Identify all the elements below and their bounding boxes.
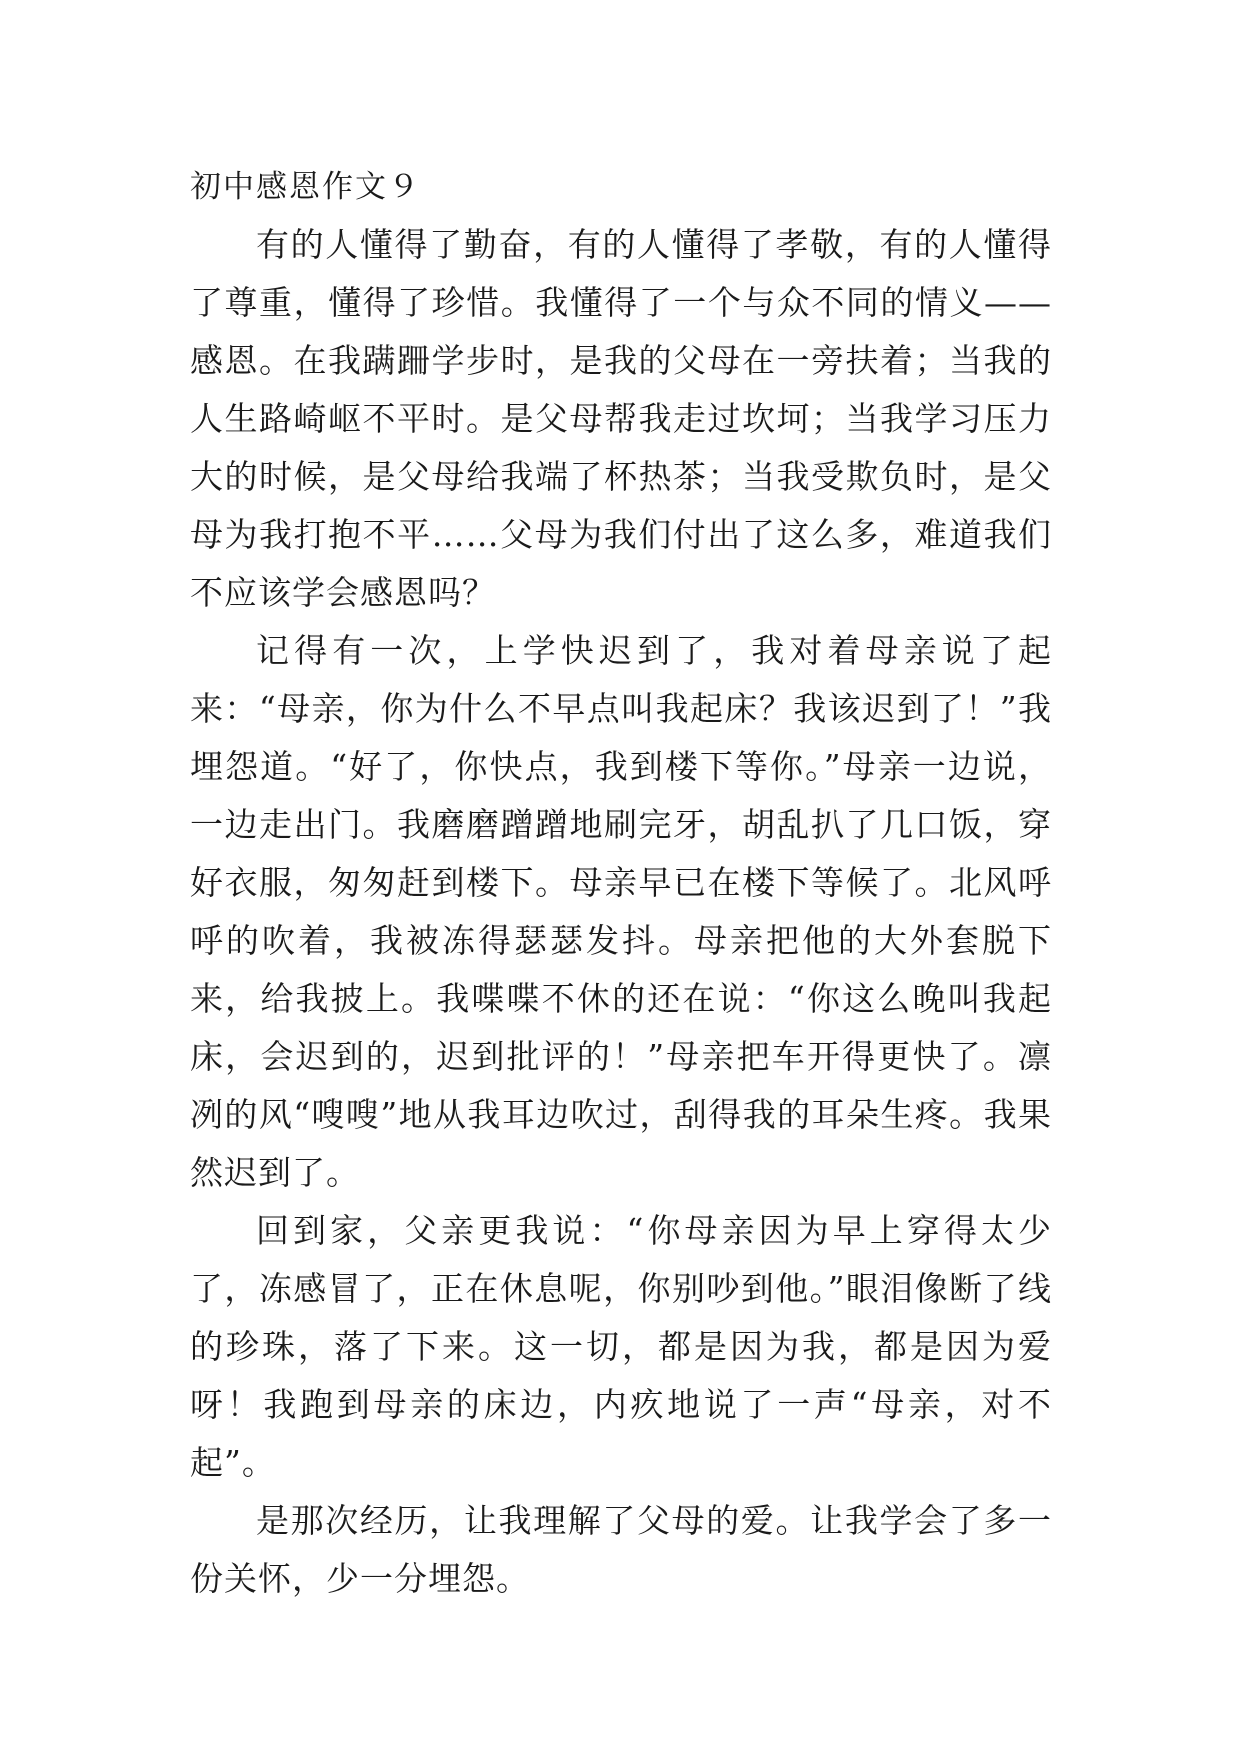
paragraph-1: 有的人懂得了勤奋，有的人懂得了孝敬，有的人懂得了尊重，懂得了珍惜。我懂得了一个与众不同的情义——感恩。在我蹒跚学步时，是我的父母在一旁扶着；当我的人生路崎岖不平时。是父母帮我走过坎坷；当我学习压力大的时候，是父母给我端了杯热茶；当我受欺负时，是父母为我打抱不平……父母为我们付出了这么多，难道我们不应该学会感恩吗？ [190,225,1052,612]
document-title: 初中感恩作文９ [190,169,421,205]
paragraph-3: 回到家，父亲更我说：“你母亲因为早上穿得太少了，冻感冒了，正在休息呢，你别吵到他。”眼泪像断了线的珍珠，落了下来。这一切，都是因为我，都是因为爱呀！我跑到母亲的床边，内疚地说了一声“母亲，对不起”。 [190,1211,1052,1482]
paragraph-4: 是那次经历，让我理解了父母的爱。让我学会了多一份关怀，少一分埋怨。 [190,1501,1052,1598]
document-body [190,158,1052,1608]
paragraph-2: 记得有一次，上学快迟到了，我对着母亲说了起来：“母亲，你为什么不早点叫我起床？我该迟到了！”我埋怨道。“好了，你快点，我到楼下等你。”母亲一边说，一边走出门。我磨磨蹭蹭地刷完牙，胡乱扒了几口饭，穿好衣服，匆匆赶到楼下。母亲早已在楼下等候了。北风呼呼的吹着，我被冻得瑟瑟发抖。母亲把他的大外套脱下来，给我披上。我喋喋不休的还在说：“你这么晚叫我起床，会迟到的，迟到批评的！”母亲把车开得更快了。凛冽的风“嗖嗖”地从我耳边吹过，刮得我的耳朵生疼。我果然迟到了。 [190,631,1052,1192]
